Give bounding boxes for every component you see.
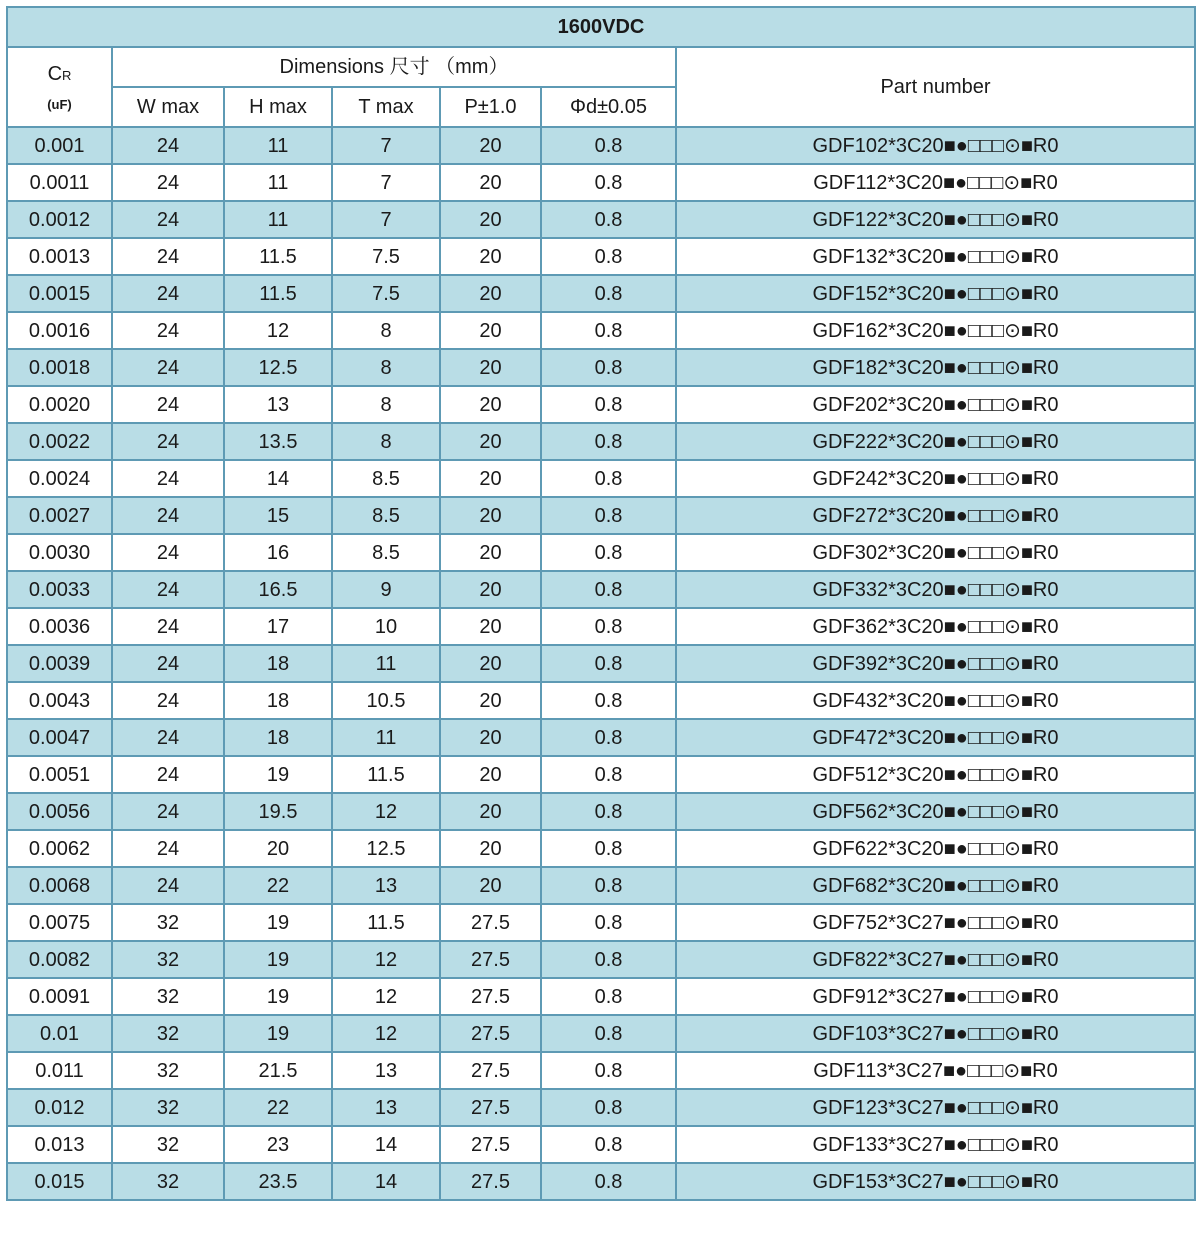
pitch-cell: 20 <box>440 497 541 534</box>
table-row <box>7 460 1195 497</box>
part-number-cell: GDF162*3C20■●□□□⊙■R0 <box>676 312 1195 349</box>
w-max-cell: 24 <box>112 682 224 719</box>
lead-diameter-cell: 0.8 <box>541 1163 676 1200</box>
pitch-cell: 20 <box>440 645 541 682</box>
w-max-cell: 24 <box>112 867 224 904</box>
h-max-header: H max <box>224 87 332 127</box>
lead-diameter-cell: 0.8 <box>541 127 676 164</box>
lead-diameter-cell: 0.8 <box>541 1052 676 1089</box>
capacitance-cell: 0.0091 <box>7 978 112 1015</box>
table-row <box>7 238 1195 275</box>
t-max-cell: 13 <box>332 1052 440 1089</box>
table-row <box>7 1015 1195 1052</box>
h-max-cell: 11 <box>224 164 332 201</box>
capacitance-cell: 0.0039 <box>7 645 112 682</box>
w-max-cell: 24 <box>112 275 224 312</box>
t-max-cell: 12 <box>332 941 440 978</box>
pitch-cell: 27.5 <box>440 1126 541 1163</box>
lead-diameter-cell: 0.8 <box>541 201 676 238</box>
part-number-cell: GDF622*3C20■●□□□⊙■R0 <box>676 830 1195 867</box>
w-max-cell: 24 <box>112 164 224 201</box>
part-number-cell: GDF302*3C20■●□□□⊙■R0 <box>676 534 1195 571</box>
t-max-cell: 7.5 <box>332 238 440 275</box>
pitch-cell: 20 <box>440 312 541 349</box>
t-max-cell: 12.5 <box>332 830 440 867</box>
t-max-cell: 7 <box>332 127 440 164</box>
h-max-cell: 19 <box>224 756 332 793</box>
w-max-cell: 24 <box>112 201 224 238</box>
part-number-cell: GDF102*3C20■●□□□⊙■R0 <box>676 127 1195 164</box>
h-max-cell: 11.5 <box>224 238 332 275</box>
capacitance-cell: 0.0036 <box>7 608 112 645</box>
w-max-cell: 32 <box>112 941 224 978</box>
capacitance-cell: 0.0056 <box>7 793 112 830</box>
table-row <box>7 201 1195 238</box>
t-max-cell: 12 <box>332 978 440 1015</box>
w-max-cell: 32 <box>112 1163 224 1200</box>
w-max-cell: 24 <box>112 608 224 645</box>
w-max-cell: 24 <box>112 386 224 423</box>
w-max-cell: 24 <box>112 571 224 608</box>
table-row <box>7 571 1195 608</box>
capacitance-cell: 0.013 <box>7 1126 112 1163</box>
lead-diameter-cell: 0.8 <box>541 349 676 386</box>
w-max-cell: 32 <box>112 904 224 941</box>
capacitance-cell: 0.001 <box>7 127 112 164</box>
part-number-cell: GDF472*3C20■●□□□⊙■R0 <box>676 719 1195 756</box>
part-number-cell: GDF512*3C20■●□□□⊙■R0 <box>676 756 1195 793</box>
capacitance-cell: 0.0051 <box>7 756 112 793</box>
capacitance-cell: 0.0012 <box>7 201 112 238</box>
t-max-cell: 9 <box>332 571 440 608</box>
h-max-cell: 18 <box>224 645 332 682</box>
part-number-cell: GDF362*3C20■●□□□⊙■R0 <box>676 608 1195 645</box>
lead-diameter-cell: 0.8 <box>541 756 676 793</box>
h-max-cell: 16 <box>224 534 332 571</box>
table-row <box>7 1126 1195 1163</box>
pitch-cell: 27.5 <box>440 1052 541 1089</box>
capacitance-cell: 0.012 <box>7 1089 112 1126</box>
pitch-cell: 20 <box>440 460 541 497</box>
w-max-cell: 24 <box>112 349 224 386</box>
part-number-cell: GDF152*3C20■●□□□⊙■R0 <box>676 275 1195 312</box>
table-row <box>7 978 1195 1015</box>
capacitance-cell: 0.0011 <box>7 164 112 201</box>
w-max-cell: 24 <box>112 460 224 497</box>
t-max-cell: 8 <box>332 312 440 349</box>
h-max-cell: 13 <box>224 386 332 423</box>
table-row <box>7 386 1195 423</box>
t-max-cell: 13 <box>332 1089 440 1126</box>
capacitance-cell: 0.0016 <box>7 312 112 349</box>
lead-diameter-cell: 0.8 <box>541 423 676 460</box>
part-number-cell: GDF123*3C27■●□□□⊙■R0 <box>676 1089 1195 1126</box>
capacitance-cell: 0.0027 <box>7 497 112 534</box>
table-row <box>7 164 1195 201</box>
pitch-cell: 20 <box>440 275 541 312</box>
t-max-header: T max <box>332 87 440 127</box>
lead-diameter-cell: 0.8 <box>541 386 676 423</box>
t-max-cell: 11.5 <box>332 756 440 793</box>
h-max-cell: 13.5 <box>224 423 332 460</box>
t-max-cell: 8 <box>332 386 440 423</box>
lead-diameter-cell: 0.8 <box>541 1126 676 1163</box>
table-row <box>7 904 1195 941</box>
lead-diameter-cell: 0.8 <box>541 867 676 904</box>
w-max-cell: 24 <box>112 238 224 275</box>
w-max-cell: 32 <box>112 978 224 1015</box>
capacitance-cell: 0.0013 <box>7 238 112 275</box>
table-row <box>7 497 1195 534</box>
t-max-cell: 14 <box>332 1163 440 1200</box>
pitch-cell: 20 <box>440 830 541 867</box>
lead-diameter-cell: 0.8 <box>541 682 676 719</box>
pitch-cell: 20 <box>440 571 541 608</box>
h-max-cell: 19 <box>224 941 332 978</box>
pitch-cell: 20 <box>440 793 541 830</box>
capacitance-cell: 0.01 <box>7 1015 112 1052</box>
t-max-cell: 12 <box>332 793 440 830</box>
capacitance-cell: 0.0062 <box>7 830 112 867</box>
t-max-cell: 10.5 <box>332 682 440 719</box>
pitch-cell: 27.5 <box>440 904 541 941</box>
part-number-cell: GDF133*3C27■●□□□⊙■R0 <box>676 1126 1195 1163</box>
table-row <box>7 756 1195 793</box>
w-max-cell: 24 <box>112 793 224 830</box>
lead-diameter-header: Φd±0.05 <box>541 87 676 127</box>
h-max-cell: 11 <box>224 201 332 238</box>
lead-diameter-cell: 0.8 <box>541 830 676 867</box>
lead-diameter-cell: 0.8 <box>541 904 676 941</box>
capacitance-cell: 0.0068 <box>7 867 112 904</box>
table-row <box>7 830 1195 867</box>
part-number-cell: GDF332*3C20■●□□□⊙■R0 <box>676 571 1195 608</box>
table-row <box>7 1163 1195 1200</box>
pitch-cell: 20 <box>440 201 541 238</box>
w-max-cell: 32 <box>112 1015 224 1052</box>
capacitance-cell: 0.0020 <box>7 386 112 423</box>
h-max-cell: 19 <box>224 978 332 1015</box>
part-number-cell: GDF242*3C20■●□□□⊙■R0 <box>676 460 1195 497</box>
pitch-cell: 20 <box>440 127 541 164</box>
lead-diameter-cell: 0.8 <box>541 460 676 497</box>
part-number-cell: GDF682*3C20■●□□□⊙■R0 <box>676 867 1195 904</box>
capacitance-cell: 0.0018 <box>7 349 112 386</box>
header-row-1 <box>7 47 1195 87</box>
part-number-cell: GDF752*3C27■●□□□⊙■R0 <box>676 904 1195 941</box>
w-max-cell: 32 <box>112 1052 224 1089</box>
part-number-cell: GDF113*3C27■●□□□⊙■R0 <box>676 1052 1195 1089</box>
table-row <box>7 867 1195 904</box>
pitch-cell: 20 <box>440 349 541 386</box>
lead-diameter-cell: 0.8 <box>541 312 676 349</box>
pitch-cell: 20 <box>440 386 541 423</box>
dimensions-header: Dimensions 尺寸 （mm） <box>112 47 676 87</box>
pitch-cell: 27.5 <box>440 1163 541 1200</box>
lead-diameter-cell: 0.8 <box>541 645 676 682</box>
h-max-cell: 11 <box>224 127 332 164</box>
t-max-cell: 14 <box>332 1126 440 1163</box>
capacitance-cell: 0.0043 <box>7 682 112 719</box>
h-max-cell: 20 <box>224 830 332 867</box>
t-max-cell: 11 <box>332 645 440 682</box>
h-max-cell: 19 <box>224 1015 332 1052</box>
t-max-cell: 13 <box>332 867 440 904</box>
w-max-cell: 24 <box>112 423 224 460</box>
h-max-cell: 16.5 <box>224 571 332 608</box>
w-max-cell: 32 <box>112 1089 224 1126</box>
part-number-cell: GDF222*3C20■●□□□⊙■R0 <box>676 423 1195 460</box>
h-max-cell: 22 <box>224 867 332 904</box>
pitch-cell: 20 <box>440 756 541 793</box>
capacitance-header <box>7 47 112 127</box>
capacitance-symbol: C <box>47 62 63 85</box>
pitch-cell: 20 <box>440 238 541 275</box>
lead-diameter-cell: 0.8 <box>541 534 676 571</box>
pitch-cell: 20 <box>440 608 541 645</box>
h-max-cell: 15 <box>224 497 332 534</box>
lead-diameter-cell: 0.8 <box>541 793 676 830</box>
part-number-cell: GDF272*3C20■●□□□⊙■R0 <box>676 497 1195 534</box>
part-number-cell: GDF182*3C20■●□□□⊙■R0 <box>676 349 1195 386</box>
t-max-cell: 11 <box>332 719 440 756</box>
pitch-cell: 20 <box>440 682 541 719</box>
capacitance-unit: (uF) <box>47 96 72 112</box>
h-max-cell: 12 <box>224 312 332 349</box>
pitch-cell: 20 <box>440 164 541 201</box>
h-max-cell: 18 <box>224 719 332 756</box>
voltage-title: 1600VDC <box>7 7 1195 47</box>
w-max-cell: 24 <box>112 534 224 571</box>
capacitance-cell: 0.0024 <box>7 460 112 497</box>
h-max-cell: 19 <box>224 904 332 941</box>
pitch-cell: 27.5 <box>440 1089 541 1126</box>
capacitance-cell: 0.0030 <box>7 534 112 571</box>
capacitance-cell: 0.0015 <box>7 275 112 312</box>
lead-diameter-cell: 0.8 <box>541 941 676 978</box>
capacitor-spec-table <box>6 6 1196 1201</box>
capacitance-cell: 0.0033 <box>7 571 112 608</box>
h-max-cell: 18 <box>224 682 332 719</box>
h-max-cell: 19.5 <box>224 793 332 830</box>
lead-diameter-cell: 0.8 <box>541 978 676 1015</box>
capacitance-cell: 0.0022 <box>7 423 112 460</box>
pitch-cell: 20 <box>440 423 541 460</box>
w-max-cell: 24 <box>112 497 224 534</box>
part-number-cell: GDF392*3C20■●□□□⊙■R0 <box>676 645 1195 682</box>
w-max-cell: 24 <box>112 645 224 682</box>
lead-diameter-cell: 0.8 <box>541 275 676 312</box>
t-max-cell: 7 <box>332 201 440 238</box>
table-row <box>7 534 1195 571</box>
lead-diameter-cell: 0.8 <box>541 719 676 756</box>
w-max-cell: 32 <box>112 1126 224 1163</box>
part-number-header: Part number <box>676 47 1195 127</box>
part-number-cell: GDF432*3C20■●□□□⊙■R0 <box>676 682 1195 719</box>
h-max-cell: 17 <box>224 608 332 645</box>
h-max-cell: 14 <box>224 460 332 497</box>
t-max-cell: 10 <box>332 608 440 645</box>
pitch-cell: 27.5 <box>440 978 541 1015</box>
part-number-cell: GDF122*3C20■●□□□⊙■R0 <box>676 201 1195 238</box>
t-max-cell: 11.5 <box>332 904 440 941</box>
table-row <box>7 608 1195 645</box>
t-max-cell: 8.5 <box>332 534 440 571</box>
h-max-cell: 22 <box>224 1089 332 1126</box>
voltage-title-row <box>7 7 1195 47</box>
pitch-cell: 27.5 <box>440 941 541 978</box>
part-number-cell: GDF822*3C27■●□□□⊙■R0 <box>676 941 1195 978</box>
table-row <box>7 423 1195 460</box>
lead-diameter-cell: 0.8 <box>541 1089 676 1126</box>
lead-diameter-cell: 0.8 <box>541 497 676 534</box>
capacitance-cell: 0.0075 <box>7 904 112 941</box>
pitch-cell: 20 <box>440 867 541 904</box>
t-max-cell: 8 <box>332 349 440 386</box>
part-number-cell: GDF912*3C27■●□□□⊙■R0 <box>676 978 1195 1015</box>
lead-diameter-cell: 0.8 <box>541 571 676 608</box>
pitch-cell: 20 <box>440 534 541 571</box>
lead-diameter-cell: 0.8 <box>541 608 676 645</box>
table-row <box>7 941 1195 978</box>
table-row <box>7 645 1195 682</box>
t-max-cell: 7 <box>332 164 440 201</box>
capacitance-subscript: R <box>62 67 72 83</box>
w-max-cell: 24 <box>112 312 224 349</box>
t-max-cell: 8.5 <box>332 497 440 534</box>
h-max-cell: 12.5 <box>224 349 332 386</box>
table-row <box>7 275 1195 312</box>
lead-diameter-cell: 0.8 <box>541 1015 676 1052</box>
pitch-header: P±1.0 <box>440 87 541 127</box>
h-max-cell: 11.5 <box>224 275 332 312</box>
part-number-cell: GDF112*3C20■●□□□⊙■R0 <box>676 164 1195 201</box>
w-max-cell: 24 <box>112 127 224 164</box>
table-row <box>7 312 1195 349</box>
w-max-cell: 24 <box>112 756 224 793</box>
table-row <box>7 127 1195 164</box>
pitch-cell: 20 <box>440 719 541 756</box>
w-max-header: W max <box>112 87 224 127</box>
t-max-cell: 8.5 <box>332 460 440 497</box>
table-row <box>7 1089 1195 1126</box>
w-max-cell: 24 <box>112 830 224 867</box>
table-row <box>7 793 1195 830</box>
h-max-cell: 21.5 <box>224 1052 332 1089</box>
lead-diameter-cell: 0.8 <box>541 238 676 275</box>
table-row <box>7 682 1195 719</box>
t-max-cell: 8 <box>332 423 440 460</box>
w-max-cell: 24 <box>112 719 224 756</box>
capacitance-cell: 0.0082 <box>7 941 112 978</box>
lead-diameter-cell: 0.8 <box>541 164 676 201</box>
h-max-cell: 23.5 <box>224 1163 332 1200</box>
table-row <box>7 1052 1195 1089</box>
pitch-cell: 27.5 <box>440 1015 541 1052</box>
t-max-cell: 7.5 <box>332 275 440 312</box>
part-number-cell: GDF132*3C20■●□□□⊙■R0 <box>676 238 1195 275</box>
part-number-cell: GDF103*3C27■●□□□⊙■R0 <box>676 1015 1195 1052</box>
t-max-cell: 12 <box>332 1015 440 1052</box>
table-row <box>7 719 1195 756</box>
capacitance-cell: 0.0047 <box>7 719 112 756</box>
capacitance-cell: 0.011 <box>7 1052 112 1089</box>
part-number-cell: GDF562*3C20■●□□□⊙■R0 <box>676 793 1195 830</box>
part-number-cell: GDF202*3C20■●□□□⊙■R0 <box>676 386 1195 423</box>
capacitance-cell: 0.015 <box>7 1163 112 1200</box>
part-number-cell: GDF153*3C27■●□□□⊙■R0 <box>676 1163 1195 1200</box>
table-row <box>7 349 1195 386</box>
h-max-cell: 23 <box>224 1126 332 1163</box>
